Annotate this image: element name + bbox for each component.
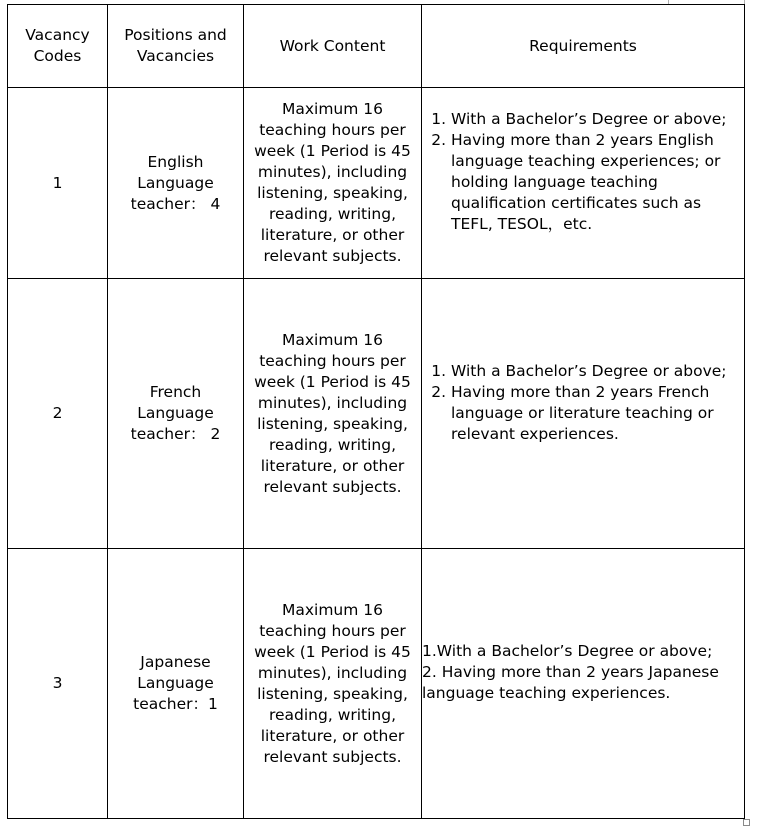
header-requirements [422, 5, 745, 88]
position-text: English Language teacher： 4 [130, 152, 221, 213]
cell-requirements [422, 88, 745, 279]
position-text: Japanese Language teacher：1 [133, 653, 218, 713]
table-row [8, 88, 745, 279]
cell-vacancy-code [8, 549, 108, 819]
requirement-item: 1. With a Bachelor’s Degree or above; [451, 109, 744, 130]
cell-vacancy-code [8, 279, 108, 549]
table-row [8, 549, 745, 819]
cell-position [108, 88, 244, 279]
requirement-item: 1. With a Bachelor’s Degree or above; [451, 361, 744, 382]
header-requirements-label: Requirements [529, 36, 637, 55]
header-vacancy-codes [8, 5, 108, 88]
vacancy-code: 2 [52, 404, 63, 422]
cell-work-content [244, 88, 422, 279]
vacancy-table [7, 4, 745, 819]
header-work-content-label: Work Content [279, 36, 386, 55]
header-work-content [244, 5, 422, 88]
table-resize-handle[interactable] [743, 819, 750, 826]
cell-work-content [244, 279, 422, 549]
cell-requirements [422, 549, 745, 819]
requirement-item: 2. Having more than 2 years Japanese language teaching experiences. [422, 663, 719, 702]
work-content-text: Maximum 16 teaching hours per week (1 Period is 45 minutes), including listening, speaking, reading, writing, literature, or other relevant subjects. [254, 600, 411, 766]
cell-vacancy-code [8, 88, 108, 279]
header-positions-label: Positions and Vacancies [124, 26, 227, 65]
cell-work-content [244, 549, 422, 819]
work-content-text: Maximum 16 teaching hours per week (1 Period is 45 minutes), including listening, speaking, reading, writing, literature, or other relevant subjects. [254, 100, 411, 265]
cell-requirements [422, 279, 745, 549]
work-content-text: Maximum 16 teaching hours per week (1 Period is 45 minutes), including listening, speaking, reading, writing, literature, or other relevant subjects. [254, 330, 411, 496]
vacancy-code: 3 [52, 674, 63, 692]
table-row [8, 279, 745, 549]
cell-position [108, 279, 244, 549]
requirements-list [422, 109, 744, 257]
requirement-item: 1.With a Bachelor’s Degree or above; [422, 642, 713, 660]
cell-position [108, 549, 244, 819]
requirement-item: 2. Having more than 2 years English language teaching experiences; or holding language teaching qualification certificates such as TEFL, TESOL，etc. [451, 130, 744, 235]
header-vacancy-codes-label: Vacancy Codes [25, 26, 90, 65]
requirement-item: 2. Having more than 2 years French language or literature teaching or relevant experiences. [451, 382, 744, 445]
requirements-block [422, 641, 744, 726]
table-header-row [8, 5, 745, 88]
requirements-list [422, 361, 744, 467]
header-positions [108, 5, 244, 88]
position-text: French Language teacher： 2 [130, 383, 221, 443]
vacancy-code: 1 [52, 173, 63, 192]
